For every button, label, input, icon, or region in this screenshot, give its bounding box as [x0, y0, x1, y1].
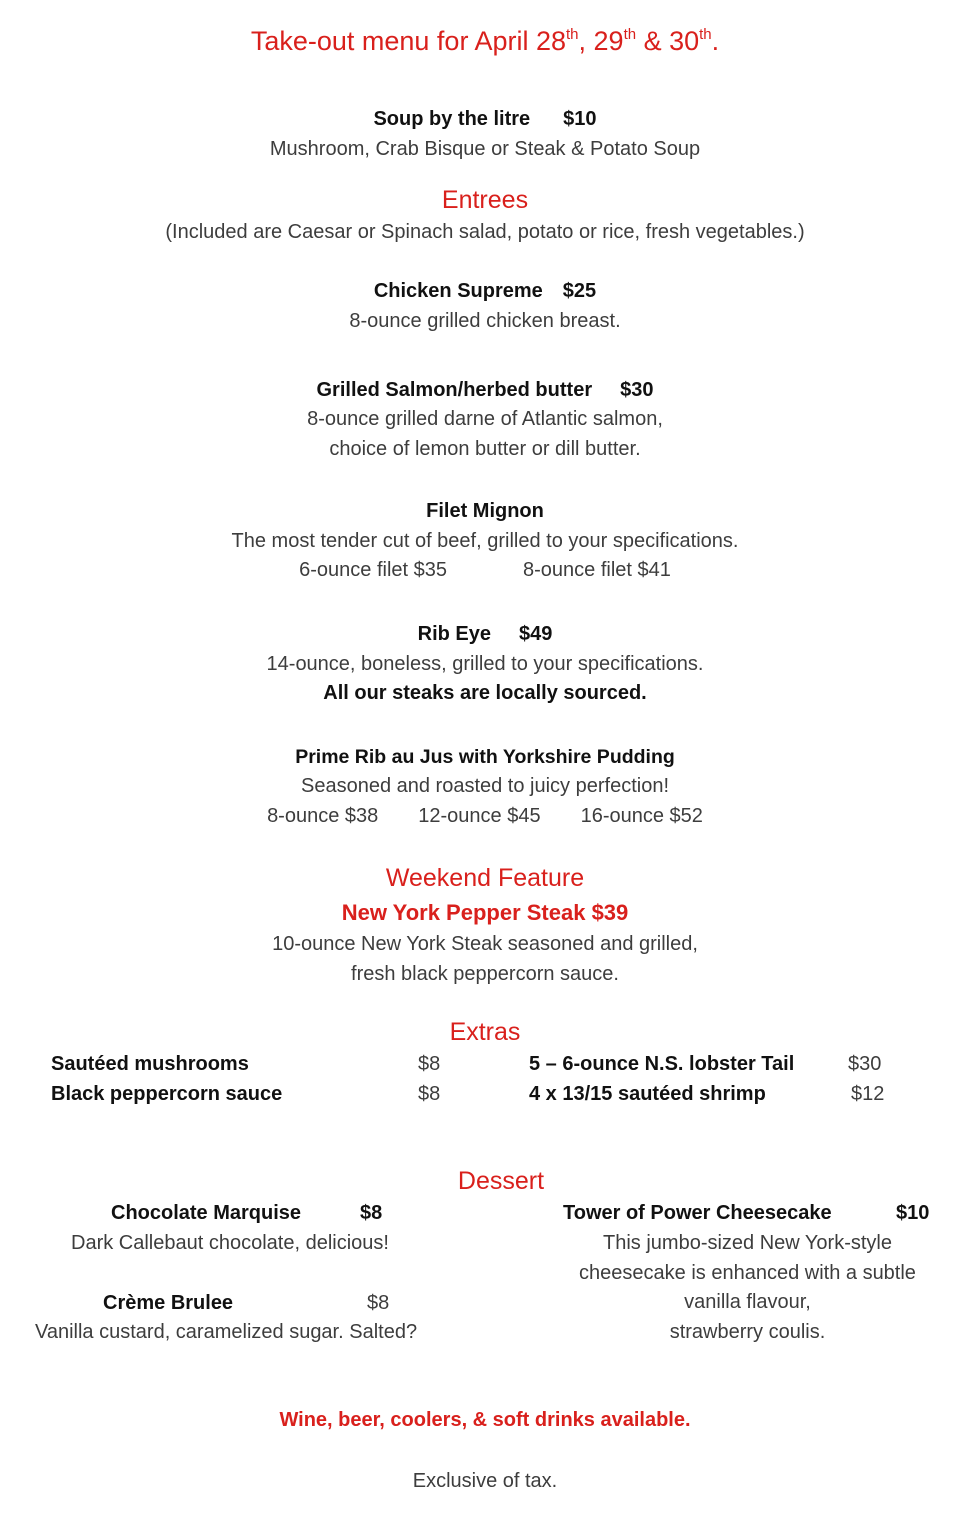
- soup-title: Soup by the litre $10: [373, 108, 597, 130]
- extra-item-price: $8: [418, 1083, 441, 1105]
- extra-item-name: Sautéed mushrooms: [51, 1053, 249, 1075]
- cheesecake-description-4: strawberry coulis.: [669, 1321, 826, 1343]
- cheesecake-title: Tower of Power Cheesecake: [563, 1202, 832, 1224]
- marquise-price: $8: [360, 1202, 383, 1224]
- marquise-description: Dark Callebaut chocolate, delicious!: [71, 1232, 389, 1254]
- feature-description-2: fresh black peppercorn sauce.: [351, 963, 619, 985]
- menu-title: Take-out menu for April 28th, 29th & 30th.: [250, 26, 720, 56]
- drinks-note: Wine, beer, coolers, & soft drinks available.: [279, 1409, 691, 1431]
- chicken-title: Chicken Supreme $25: [373, 280, 597, 302]
- salmon-title: Grilled Salmon/herbed butter $30: [316, 379, 654, 401]
- dessert-heading: Dessert: [457, 1167, 545, 1195]
- entrees-heading: Entrees: [441, 186, 529, 214]
- extra-item-name: Black peppercorn sauce: [51, 1083, 283, 1105]
- marquise-title: Chocolate Marquise: [111, 1202, 302, 1224]
- feature-heading: Weekend Feature: [385, 864, 585, 892]
- primerib-options: 8-ounce $38 12-ounce $45 16-ounce $52: [267, 805, 703, 827]
- extra-item-price: $8: [418, 1053, 441, 1075]
- primerib-title: Prime Rib au Jus with Yorkshire Pudding: [295, 746, 675, 768]
- filet-title: Filet Mignon: [426, 500, 544, 522]
- ribeye-description: 14-ounce, boneless, grilled to your specifications.: [266, 653, 704, 675]
- steaks-sourcing-note: All our steaks are locally sourced.: [323, 682, 647, 704]
- extra-item-name: 4 x 13/15 sautéed shrimp: [529, 1083, 766, 1105]
- brulee-title: Crème Brulee: [103, 1292, 234, 1314]
- brulee-description: Vanilla custard, caramelized sugar. Salted?: [35, 1321, 418, 1343]
- extra-item-price: $12: [851, 1083, 885, 1105]
- cheesecake-description-3: vanilla flavour,: [684, 1291, 811, 1313]
- salmon-description-2: choice of lemon butter or dill butter.: [329, 438, 641, 460]
- soup-description: Mushroom, Crab Bisque or Steak & Potato Soup: [269, 138, 701, 160]
- cheesecake-description-2: cheesecake is enhanced with a subtle: [579, 1262, 916, 1284]
- feature-title: New York Pepper Steak $39: [341, 900, 629, 925]
- salmon-description-1: 8-ounce grilled darne of Atlantic salmon,: [307, 408, 663, 430]
- extra-item-price: $30: [848, 1053, 882, 1075]
- ribeye-title: Rib Eye $49: [417, 623, 553, 645]
- extras-heading: Extras: [449, 1018, 521, 1046]
- brulee-price: $8: [367, 1292, 390, 1314]
- filet-description: The most tender cut of beef, grilled to your specifications.: [231, 530, 739, 552]
- tax-note: Exclusive of tax.: [412, 1470, 558, 1492]
- extra-item-name: 5 – 6-ounce N.S. lobster Tail: [529, 1053, 795, 1075]
- chicken-description: 8-ounce grilled chicken breast.: [349, 310, 621, 332]
- cheesecake-price: $10: [896, 1202, 930, 1224]
- cheesecake-description-1: This jumbo-sized New York-style: [603, 1232, 892, 1254]
- entrees-note: (Included are Caesar or Spinach salad, potato or rice, fresh vegetables.): [165, 221, 805, 243]
- filet-options: 6-ounce filet $35 8-ounce filet $41: [299, 559, 671, 581]
- feature-description-1: 10-ounce New York Steak seasoned and grilled,: [272, 933, 698, 955]
- primerib-description: Seasoned and roasted to juicy perfection!: [300, 775, 670, 797]
